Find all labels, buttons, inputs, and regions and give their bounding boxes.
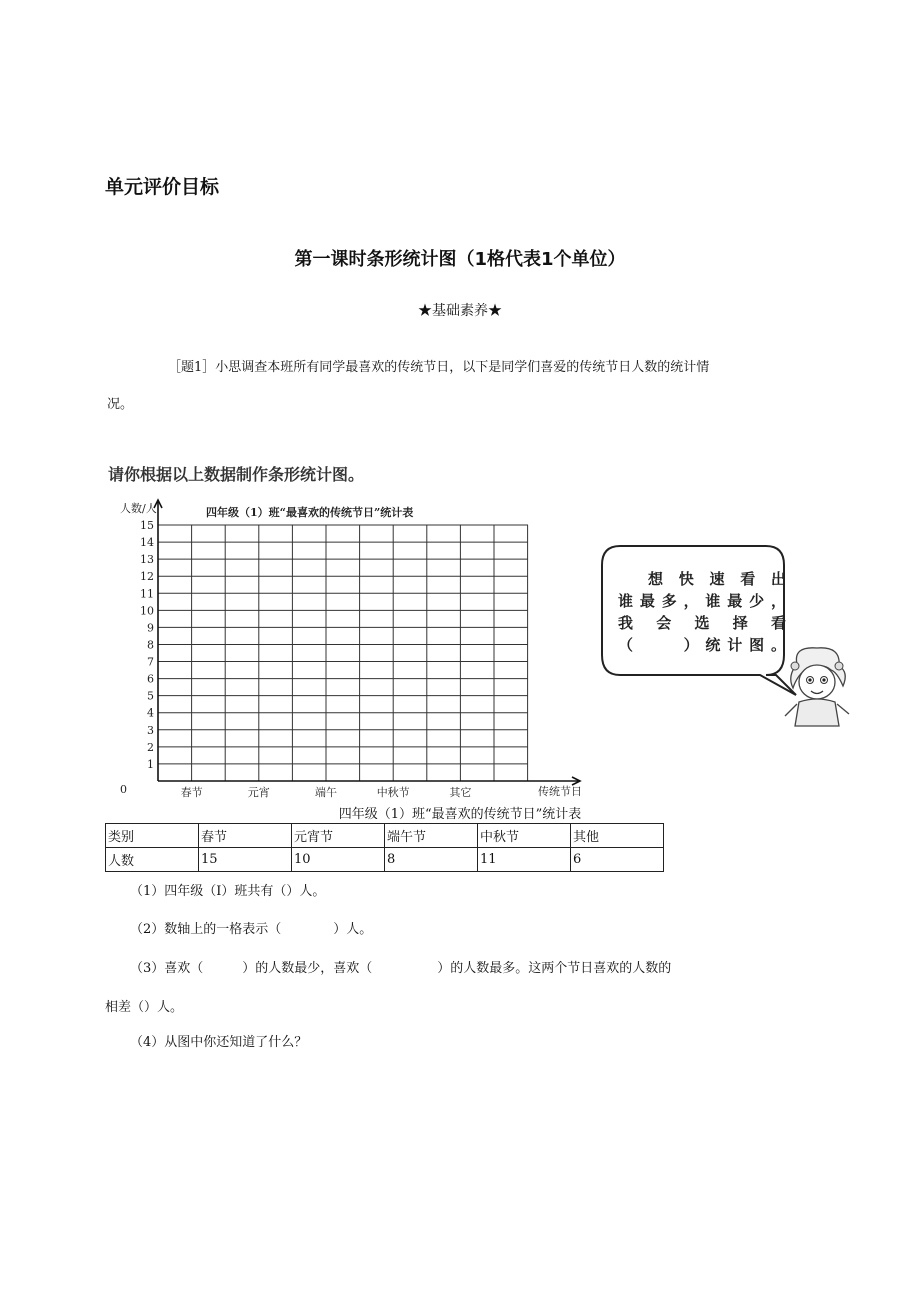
table-cell: 中秋节 [478, 824, 571, 848]
question-1: （1）四年级（I）班共有（）人。 [130, 884, 326, 899]
question-4: （4）从图中你还知道了什么？ [130, 1035, 308, 1050]
table-cell: 15 [199, 848, 292, 872]
question-3: （3）喜欢（ ）的人数最少，喜欢（ ）的人数最多。这两个节日喜欢的人数的 [130, 961, 672, 976]
chart-axes [154, 500, 580, 785]
y-tick-label: 13 [140, 553, 154, 567]
table-caption: 四年级（1）班“最喜欢的传统节日”统计表 [338, 807, 582, 822]
y-tick-label: 6 [147, 672, 154, 686]
y-axis-label: 人数/人 [120, 502, 157, 515]
table-row [106, 848, 664, 872]
y-tick-label: 15 [140, 519, 154, 532]
y-tick-label: 5 [147, 689, 154, 703]
speech-bubble-text [618, 568, 786, 656]
y-tick-labels [120, 519, 154, 796]
table-cell: 8 [385, 848, 478, 872]
y-tick-label: 11 [140, 587, 154, 601]
bar-chart-grid [110, 496, 590, 806]
table-cell: 6 [571, 848, 664, 872]
x-axis-label: 传统节日 [538, 785, 582, 798]
question-3-continued: 相差（）人。 [105, 1000, 184, 1015]
y-tick-label: 14 [140, 536, 154, 550]
table-cell: 11 [478, 848, 571, 872]
y-tick-label: 8 [147, 638, 154, 652]
x-category-label: 春节 [180, 786, 203, 799]
chart-title: 四年级（1）班“最喜欢的传统节日”统计表 [206, 506, 414, 519]
lesson-title: 第一课时条形统计图（1格代表1个单位） [294, 249, 626, 270]
x-category-label: 元宵 [247, 786, 270, 799]
table-cell: 类别 [106, 824, 199, 848]
y-tick-label: 10 [140, 604, 154, 618]
y-tick-label: 3 [147, 723, 154, 737]
x-category-label: 中秋节 [376, 786, 410, 799]
table-cell: 其他 [571, 824, 664, 848]
data-table [105, 823, 664, 872]
bubble-line: 谁最多，谁最少， [618, 592, 786, 610]
table-cell: 春节 [199, 824, 292, 848]
x-category-label: 端午 [315, 786, 337, 799]
question-2: （2）数轴上的一格表示（ ）人。 [130, 922, 373, 937]
cartoon-girl-icon [783, 642, 853, 732]
problem-text-line1: ［题1］小思调查本班所有同学最喜欢的传统节日，以下是同学们喜爱的传统节日人数的统计情 [168, 360, 710, 375]
x-category-label: 其它 [449, 786, 472, 799]
table-cell: 10 [292, 848, 385, 872]
y-tick-label: 2 [147, 740, 154, 754]
unit-title: 单元评价目标 [105, 176, 220, 198]
bubble-line: 想快速看出 [648, 570, 786, 588]
chart-instruction: 请你根据以上数据制作条形统计图。 [108, 465, 365, 484]
table-cell: 端午节 [385, 824, 478, 848]
table-cell: 人数 [106, 848, 199, 872]
y-tick-label: 4 [147, 706, 154, 720]
y-tick-label: 12 [140, 570, 154, 584]
table-cell: 元宵节 [292, 824, 385, 848]
section-label: ★基础素养★ [418, 303, 502, 319]
x-category-labels [181, 785, 472, 799]
y-tick-label: 0 [120, 783, 127, 796]
y-tick-label: 7 [147, 655, 154, 669]
problem-text-line2: 况。 [107, 397, 134, 412]
y-tick-label: 9 [147, 621, 154, 635]
grid-lines [158, 525, 528, 781]
bubble-line: 我会选择看 [618, 614, 786, 632]
table-header-row [106, 824, 664, 848]
y-tick-label: 1 [147, 757, 154, 771]
bubble-line: （ ）统计图。 [618, 636, 786, 654]
